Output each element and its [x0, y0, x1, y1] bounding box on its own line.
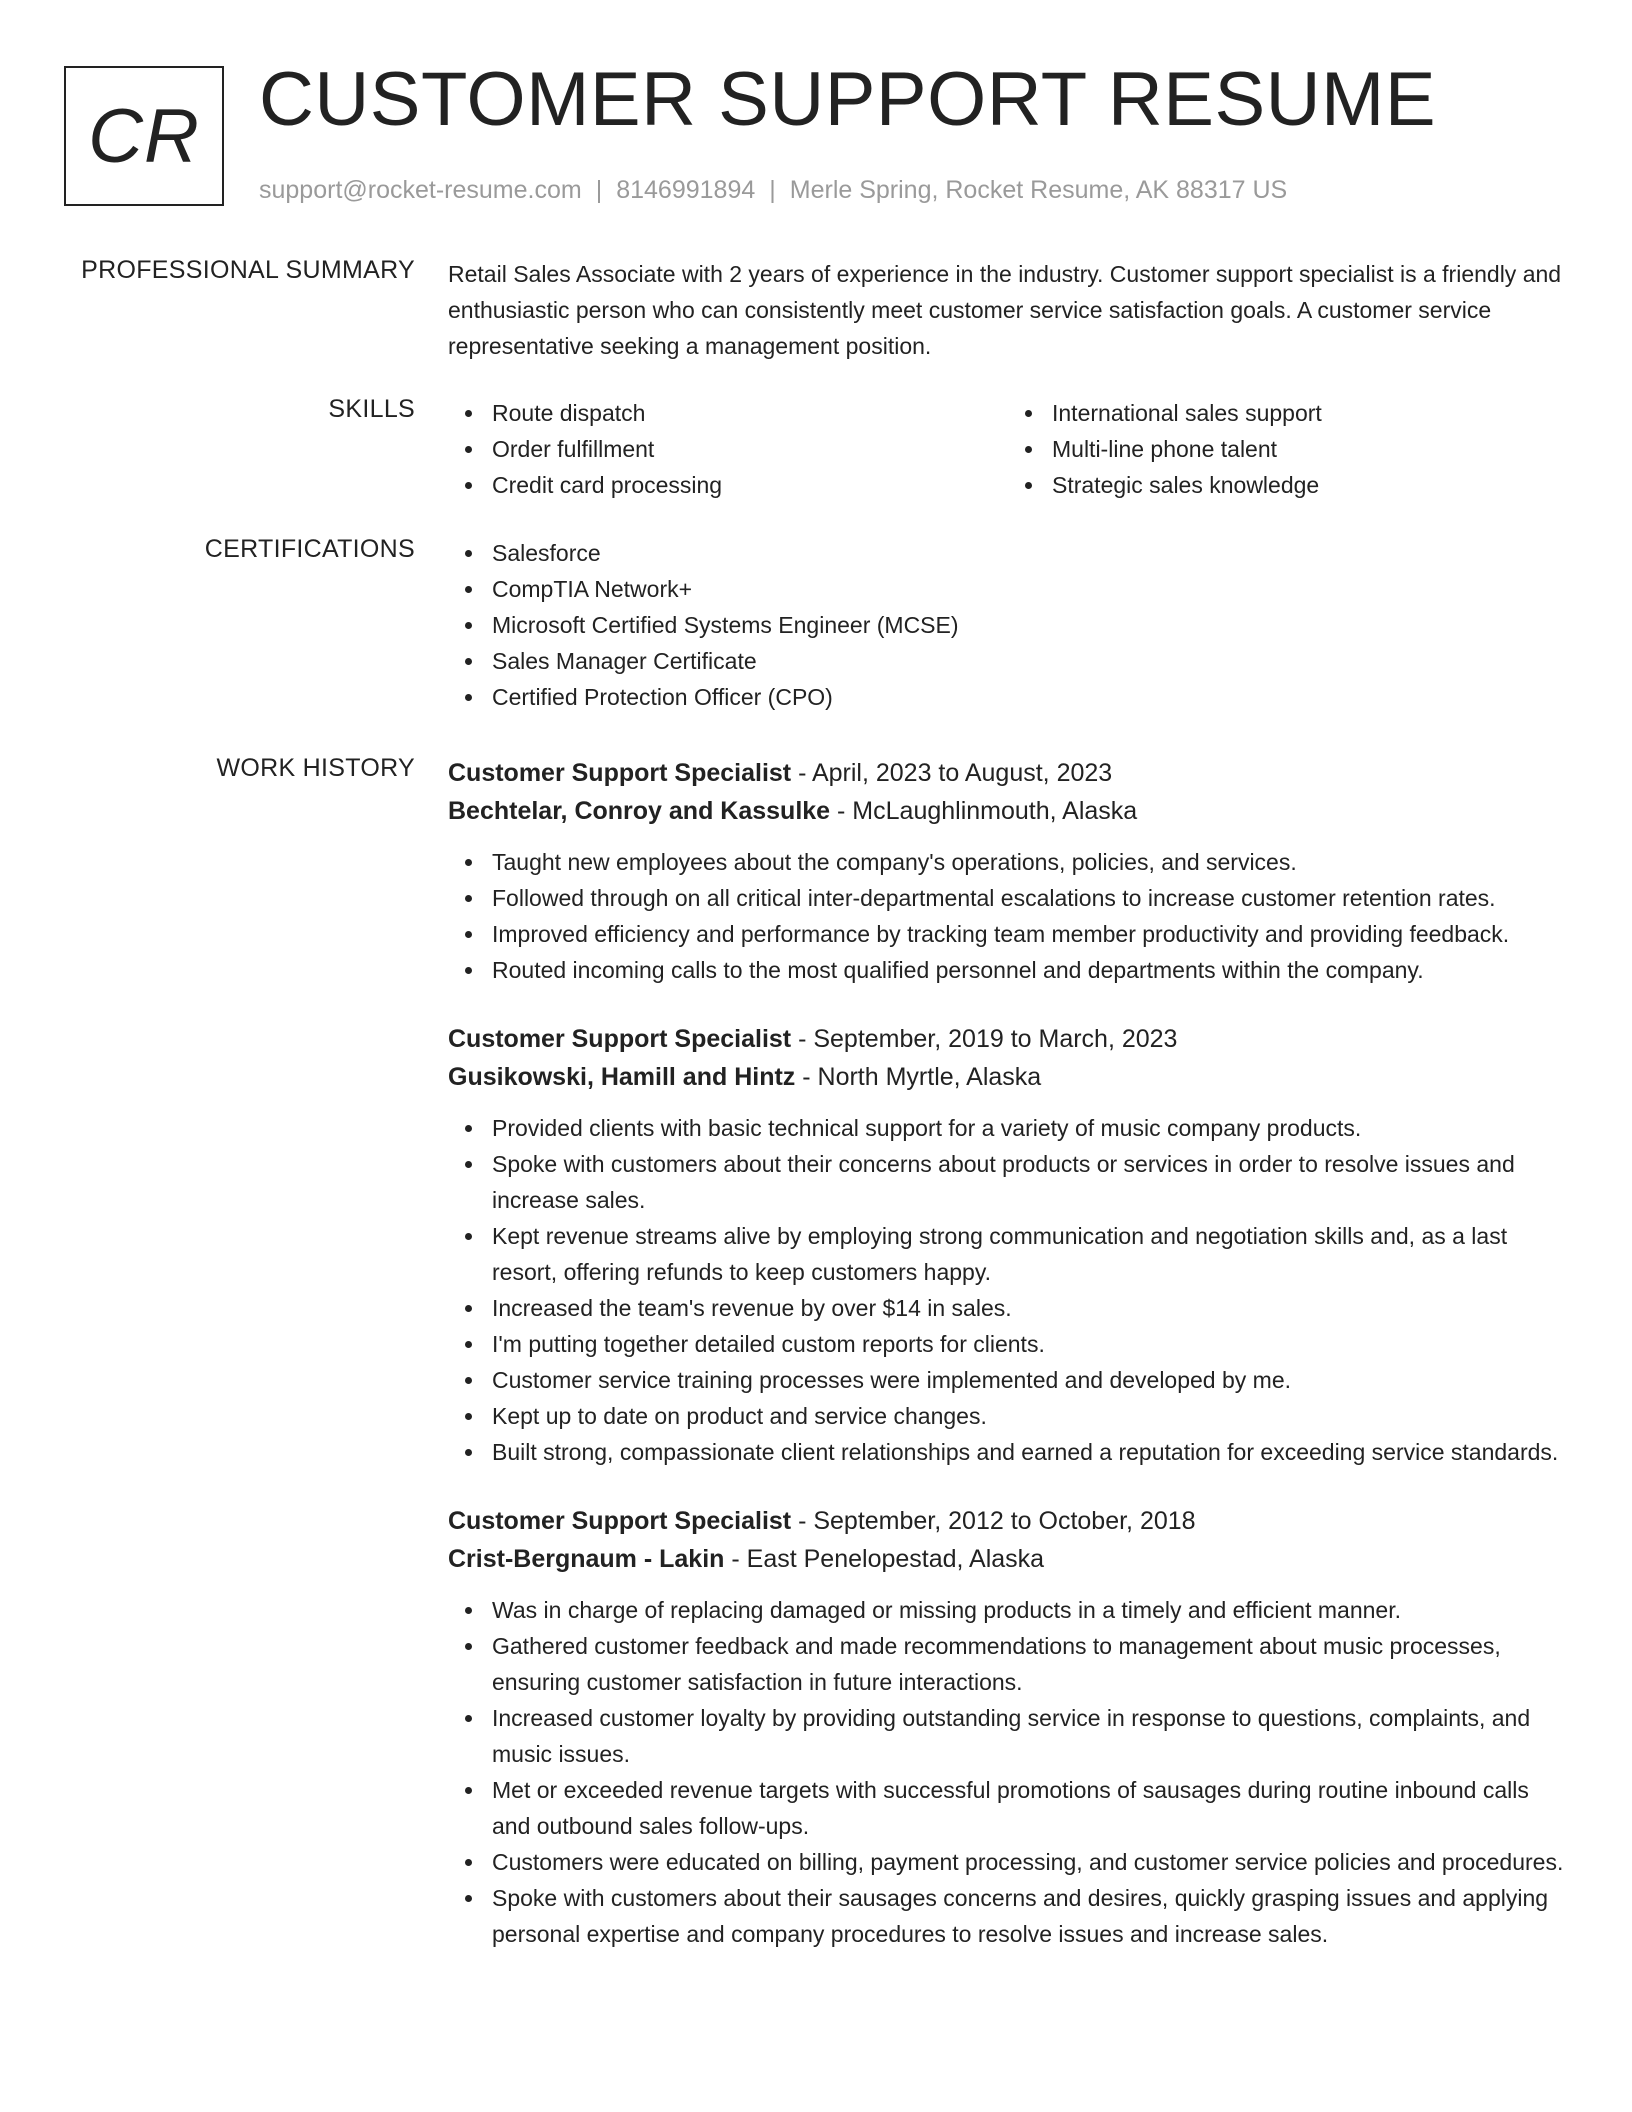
- job-company-line: [448, 1540, 1568, 1578]
- list-item: Gathered customer feedback and made recommendations to management about music processes, ensuring customer satisfaction in future interactions.: [492, 1628, 1568, 1700]
- page-title: CUSTOMER SUPPORT RESUME: [259, 57, 1437, 142]
- list-item: Taught new employees about the company's operations, policies, and services.: [492, 844, 1568, 880]
- job-dates: - September, 2019 to March, 2023: [791, 1025, 1178, 1053]
- job-title: Customer Support Specialist: [448, 1025, 792, 1053]
- list-item: Sales Manager Certificate: [492, 643, 1568, 679]
- certifications-list: [448, 535, 1568, 715]
- skills-list-left: [448, 395, 1008, 503]
- list-item: Credit card processing: [492, 467, 1008, 503]
- contact-separator: |: [595, 176, 603, 204]
- list-item: Increased the team's revenue by over $14 in sales.: [492, 1290, 1568, 1326]
- list-item: Was in charge of replacing damaged or missing products in a timely and efficient manner.: [492, 1592, 1568, 1628]
- list-item: Customers were educated on billing, payment processing, and customer service policies and procedures.: [492, 1844, 1568, 1880]
- job-bullets: [448, 1592, 1568, 1952]
- list-item: CompTIA Network+: [492, 571, 1568, 607]
- list-item: Route dispatch: [492, 395, 1008, 431]
- list-item: Order fulfillment: [492, 431, 1008, 467]
- monogram-logo: CR: [64, 66, 224, 206]
- work-history-body: [448, 754, 1568, 1984]
- list-item: Improved efficiency and performance by tracking team member productivity and providing feedback.: [492, 916, 1568, 952]
- job-bullets: [448, 844, 1568, 988]
- section-label-skills: SKILLS: [328, 395, 415, 423]
- email-text: support@rocket-resume.com: [259, 176, 582, 204]
- skills-list-right: [1008, 395, 1568, 503]
- job-location: - McLaughlinmouth, Alaska: [830, 797, 1138, 825]
- list-item: Spoke with customers about their sausages concerns and desires, quickly grasping issues and applying personal expertise and company procedures to resolve issues and increase sales.: [492, 1880, 1568, 1952]
- certifications-body: [448, 535, 1568, 715]
- job-entry: [448, 754, 1568, 988]
- contact-line: [259, 176, 1287, 205]
- list-item: Provided clients with basic technical support for a variety of music company products.: [492, 1110, 1568, 1146]
- list-item: I'm putting together detailed custom reports for clients.: [492, 1326, 1568, 1362]
- skills-body: [448, 395, 1568, 503]
- job-dates: - September, 2012 to October, 2018: [791, 1507, 1196, 1535]
- list-item: Strategic sales knowledge: [1052, 467, 1568, 503]
- job-location: - North Myrtle, Alaska: [795, 1063, 1042, 1091]
- contact-separator: |: [769, 176, 776, 204]
- list-item: Multi-line phone talent: [1052, 431, 1568, 467]
- section-label-certifications: CERTIFICATIONS: [204, 535, 415, 563]
- job-title-line: [448, 1502, 1568, 1540]
- list-item: International sales support: [1052, 395, 1568, 431]
- job-title-line: [448, 754, 1568, 792]
- job-dates: - April, 2023 to August, 2023: [791, 759, 1113, 787]
- job-bullets: [448, 1110, 1568, 1470]
- list-item: Customer service training processes were implemented and developed by me.: [492, 1362, 1568, 1398]
- list-item: Met or exceeded revenue targets with successful promotions of sausages during routine inbound calls and outbound sales follow-ups.: [492, 1772, 1568, 1844]
- job-location: - East Penelopestad, Alaska: [724, 1545, 1045, 1573]
- list-item: Salesforce: [492, 535, 1568, 571]
- job-company-line: [448, 792, 1568, 830]
- job-title: Customer Support Specialist: [448, 759, 792, 787]
- job-company-line: [448, 1058, 1568, 1096]
- list-item: Certified Protection Officer (CPO): [492, 679, 1568, 715]
- section-label-work-history: WORK HISTORY: [216, 754, 415, 782]
- list-item: Built strong, compassionate client relationships and earned a reputation for exceeding service standards.: [492, 1434, 1568, 1470]
- section-label-summary: PROFESSIONAL SUMMARY: [81, 256, 415, 284]
- job-entry: [448, 1020, 1568, 1470]
- list-item: Increased customer loyalty by providing outstanding service in response to questions, complaints, and music issues.: [492, 1700, 1568, 1772]
- list-item: Kept up to date on product and service changes.: [492, 1398, 1568, 1434]
- list-item: Kept revenue streams alive by employing strong communication and negotiation skills and, as a last resort, offering refunds to keep customers happy.: [492, 1218, 1568, 1290]
- job-company: Crist-Bergnaum - Lakin: [448, 1545, 725, 1573]
- summary-body: [448, 256, 1568, 364]
- phone-text: 8146991894: [616, 176, 756, 204]
- job-title: Customer Support Specialist: [448, 1507, 792, 1535]
- job-entry: [448, 1502, 1568, 1952]
- job-company: Bechtelar, Conroy and Kassulke: [448, 797, 831, 825]
- list-item: Spoke with customers about their concerns about products or services in order to resolve issues and increase sales.: [492, 1146, 1568, 1218]
- list-item: Followed through on all critical inter-departmental escalations to increase customer retention rates.: [492, 880, 1568, 916]
- list-item: Routed incoming calls to the most qualified personnel and departments within the company.: [492, 952, 1568, 988]
- address-text: Merle Spring, Rocket Resume, AK 88317 US: [789, 176, 1288, 204]
- summary-text: Retail Sales Associate with 2 years of experience in the industry. Customer support specialist is a friendly and enthusiastic person who can consistently meet customer service satisfaction goals. A customer service representative seeking a management position.: [448, 261, 1562, 359]
- list-item: Microsoft Certified Systems Engineer (MCSE): [492, 607, 1568, 643]
- job-company: Gusikowski, Hamill and Hintz: [448, 1063, 796, 1091]
- job-title-line: [448, 1020, 1568, 1058]
